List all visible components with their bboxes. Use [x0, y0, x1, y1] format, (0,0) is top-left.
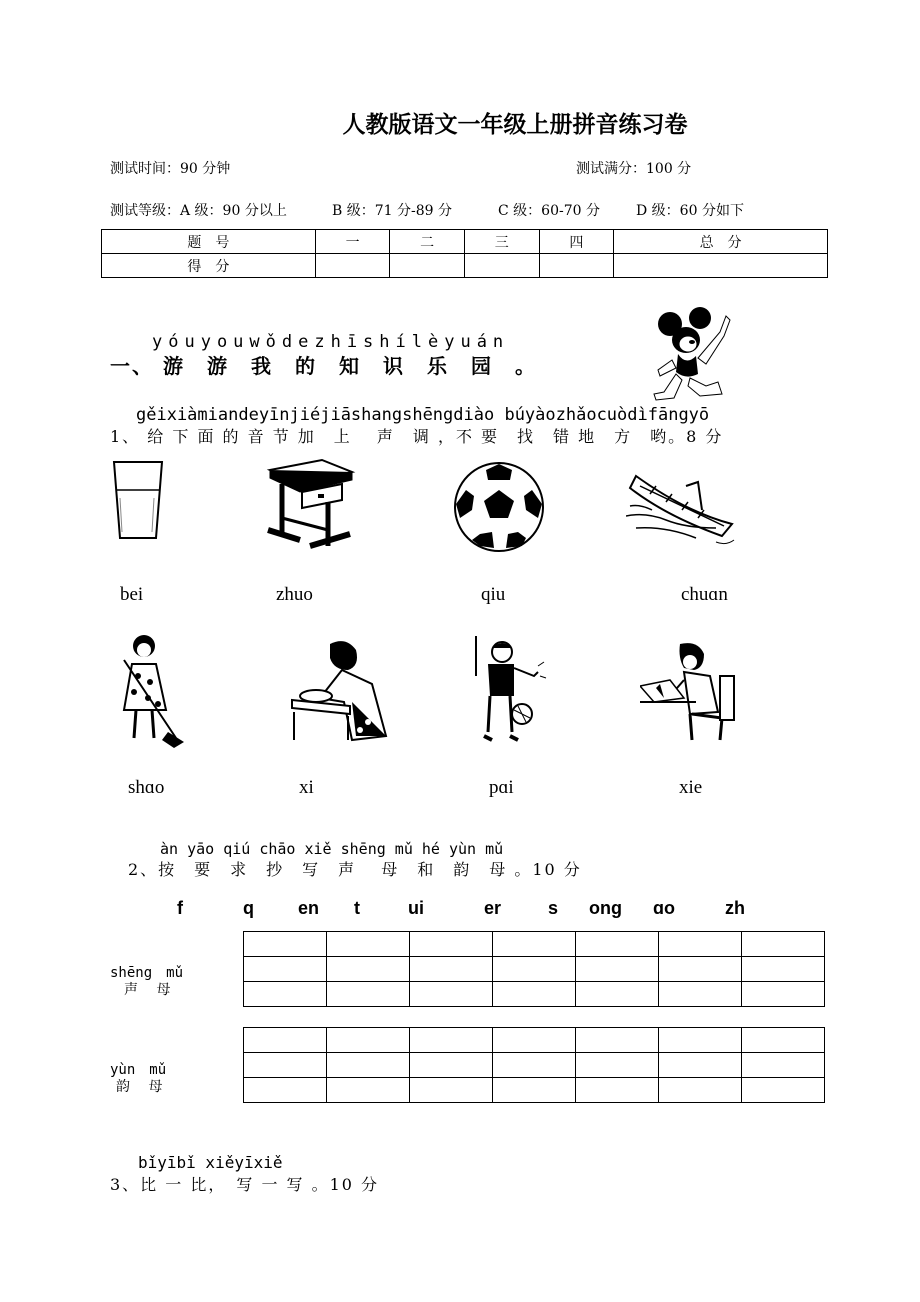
shengmu-writing-grid	[243, 931, 825, 1007]
grid-cell[interactable]	[576, 1078, 659, 1103]
grid-cell[interactable]	[410, 1028, 493, 1053]
pinyin-label-pai: pɑi	[489, 777, 514, 798]
grid-cell[interactable]	[327, 932, 410, 957]
grid-cell[interactable]	[493, 957, 576, 982]
grid-row	[244, 1028, 825, 1053]
girl-sweeping-icon	[110, 630, 190, 750]
q2-pinyin: àn yāo qiú chāo xiě shēng mǔ hé yùn mǔ	[160, 840, 504, 858]
grid-row	[244, 982, 825, 1007]
yunmu-pinyin: yùn mǔ	[110, 1062, 167, 1078]
grid-cell[interactable]	[742, 982, 825, 1007]
grid-cell[interactable]	[493, 982, 576, 1007]
q1-text: 1、 给 下 面 的 音 节 加 上 声 调 ，不 要 找 错 地 方 哟。8 分	[110, 427, 724, 446]
grid-cell[interactable]	[244, 957, 327, 982]
score-header-cell: 三	[464, 230, 539, 254]
grid-cell[interactable]	[244, 982, 327, 1007]
girl-washing-icon	[290, 636, 394, 744]
grid-cell[interactable]	[576, 982, 659, 1007]
cartoon-mouse-icon	[650, 306, 740, 402]
grid-cell[interactable]	[576, 1053, 659, 1078]
pinyin-label-shao: shɑo	[128, 777, 165, 798]
grid-cell[interactable]	[493, 932, 576, 957]
soccer-ball-icon	[452, 460, 546, 554]
grid-cell[interactable]	[327, 957, 410, 982]
letter-item: f	[177, 898, 183, 918]
yunmu-writing-grid	[243, 1027, 825, 1103]
test-time: 测试时间：90 分钟	[110, 161, 231, 177]
grid-cell[interactable]	[742, 1078, 825, 1103]
score-row-label: 得 分	[102, 254, 316, 278]
grid-cell[interactable]	[659, 932, 742, 957]
yunmu-label: 韵 母	[116, 1079, 163, 1095]
score-cell[interactable]	[539, 254, 614, 278]
score-header-cell: 二	[390, 230, 465, 254]
desk-icon	[262, 458, 358, 552]
grid-cell[interactable]	[493, 1078, 576, 1103]
letter-item: ui	[408, 898, 424, 918]
shengmu-label: 声 母	[124, 982, 171, 998]
grid-cell[interactable]	[493, 1053, 576, 1078]
grid-cell[interactable]	[659, 982, 742, 1007]
score-header-row	[102, 230, 828, 254]
grid-cell[interactable]	[244, 932, 327, 957]
grid-row	[244, 957, 825, 982]
grid-cell[interactable]	[576, 957, 659, 982]
grid-cell[interactable]	[244, 1028, 327, 1053]
grade-b: B 级：71 分-89 分	[332, 203, 452, 219]
grid-cell[interactable]	[742, 1053, 825, 1078]
grid-cell[interactable]	[493, 1028, 576, 1053]
score-cell[interactable]	[390, 254, 465, 278]
q3-text: 3、比 一 比， 写 一 写 。10 分	[110, 1175, 380, 1194]
score-header-cell: 一	[315, 230, 390, 254]
pinyin-label-bei: bei	[120, 584, 144, 605]
grid-row	[244, 1078, 825, 1103]
grid-cell[interactable]	[410, 932, 493, 957]
score-header-cell: 题 号	[102, 230, 316, 254]
grade-a: 测试等级：A 级：90 分以上	[110, 203, 287, 219]
grid-cell[interactable]	[659, 1053, 742, 1078]
grid-cell[interactable]	[244, 1078, 327, 1103]
section1-pinyin: yóuyouwǒdezhīshílèyuán	[152, 332, 510, 352]
score-cell[interactable]	[464, 254, 539, 278]
pinyin-label-xie: xie	[679, 777, 703, 798]
letter-item: t	[354, 898, 360, 918]
grid-cell[interactable]	[576, 1028, 659, 1053]
grid-cell[interactable]	[327, 1053, 410, 1078]
page-title: 人教版语文一年级上册拼音练习卷	[342, 111, 688, 138]
grid-cell[interactable]	[410, 957, 493, 982]
boy-bouncing-ball-icon	[472, 636, 548, 748]
q2-text: 2、按 要 求 抄 写 声 母 和 韵 母 。10 分	[128, 860, 582, 879]
boat-icon	[626, 466, 738, 552]
letter-item: ɑo	[653, 898, 675, 918]
boy-writing-icon	[640, 640, 740, 748]
grid-cell[interactable]	[327, 1078, 410, 1103]
grid-cell[interactable]	[327, 1028, 410, 1053]
pinyin-label-qiu: qiu	[481, 584, 506, 605]
grid-cell[interactable]	[410, 1053, 493, 1078]
score-header-cell: 总 分	[614, 230, 828, 254]
grid-cell[interactable]	[327, 982, 410, 1007]
grid-cell[interactable]	[410, 1078, 493, 1103]
glass-icon	[110, 458, 166, 542]
pinyin-label-chuan: chuɑn	[681, 584, 728, 605]
score-cell[interactable]	[315, 254, 390, 278]
q1-pinyin: gěixiàmiandeyīnjiéjiāshangshēngdiào búyàozhǎocuòdìfāngyō	[136, 405, 710, 425]
pinyin-label-xi: xi	[299, 777, 314, 798]
letter-item: ong	[589, 898, 622, 918]
grid-cell[interactable]	[410, 982, 493, 1007]
q3-pinyin: bǐyībǐ xiěyīxiě	[138, 1153, 283, 1172]
grid-row	[244, 932, 825, 957]
grid-cell[interactable]	[576, 932, 659, 957]
letter-item: er	[484, 898, 502, 918]
section1-heading: 一、 游 游 我 的 知 识 乐 园 。	[110, 354, 537, 378]
score-row	[102, 254, 828, 278]
grid-cell[interactable]	[742, 957, 825, 982]
letter-item: zh	[725, 898, 745, 918]
full-score: 测试满分：100 分	[576, 161, 692, 177]
grid-cell[interactable]	[742, 932, 825, 957]
grid-cell[interactable]	[244, 1053, 327, 1078]
letter-item: q	[243, 898, 254, 918]
grade-c: C 级：60-70 分	[498, 203, 600, 219]
grid-cell[interactable]	[659, 1078, 742, 1103]
letter-item: s	[548, 898, 559, 918]
grade-d: D 级：60 分如下	[636, 203, 744, 219]
grid-cell[interactable]	[659, 1028, 742, 1053]
grid-row	[244, 1053, 825, 1078]
grid-cell[interactable]	[742, 1028, 825, 1053]
letter-item: en	[298, 898, 320, 918]
score-table	[101, 229, 828, 278]
shengmu-pinyin: shēng mǔ	[110, 965, 184, 981]
grid-cell[interactable]	[659, 957, 742, 982]
score-header-cell: 四	[539, 230, 614, 254]
score-cell[interactable]	[614, 254, 828, 278]
pinyin-label-zhuo: zhuo	[276, 584, 313, 605]
